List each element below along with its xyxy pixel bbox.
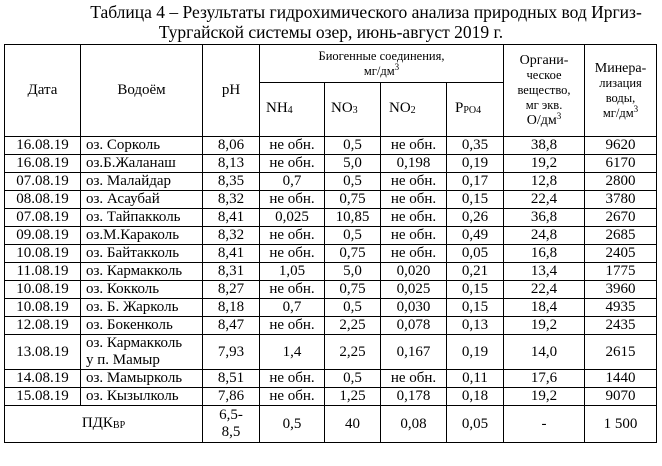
header-p-po4: $P_{PO4}$ (447, 83, 504, 137)
header-organic: Органи- ческое вещество, мг экв. $О/дм^3$ (504, 45, 585, 137)
pdk-nh4: 0,5 (260, 406, 325, 443)
header-no2: $NO_2$ (381, 83, 447, 137)
pdk-organic: - (504, 406, 585, 443)
header-nh4: $NH_4$ (260, 83, 325, 137)
table-row: 16.08.19 оз. Сорколь 8,06 не обн. 0,5 не обн. 0,35 38,8 9620 (5, 137, 657, 155)
table-row: 13.08.19 оз. Кармакколь у п. Мамыр 7,93 1,4 2,25 0,167 0,19 14,0 2615 (5, 335, 657, 370)
pdk-no3: 40 (325, 406, 381, 443)
table-row: 09.08.19 оз.М.Караколь 8,32 не обн. 0,5 не обн. 0,49 24,8 2685 (5, 227, 657, 245)
header-biogenic-label: Биогенные соединения, (318, 48, 445, 63)
caption-line-2: Тургайской системы озер, июнь-август 2019 г. (158, 22, 504, 42)
table-row: 07.08.19 оз. Тайпакколь 8,41 0,025 10,85 не обн. 0,26 36,8 2670 (5, 209, 657, 227)
hydrochemical-results-table (4, 44, 657, 443)
pdk-ph: 6,5- 8,5 (203, 406, 260, 443)
table-row: 11.08.19 оз. Кармакколь 8,31 1,05 5,0 0,020 0,21 13,4 1775 (5, 263, 657, 281)
header-water-body: Водоём (81, 45, 203, 137)
table-caption (0, 2, 662, 42)
pdk-no2: 0,08 (381, 406, 447, 443)
header-mineralization: Минера- лизация воды, $мг/дм^3$ (585, 45, 657, 137)
table-row: 15.08.19 оз. Кызылколь 7,86 не обн. 1,25 0,178 0,18 19,2 9070 (5, 388, 657, 406)
caption-line-1: Таблица 4 – Результаты гидрохимического анализа природных вод Иргиз- (90, 2, 642, 22)
table-row: 14.08.19 оз. Мамырколь 8,51 не обн. 0,5 не обн. 0,11 17,6 1440 (5, 370, 657, 388)
table-row: 10.08.19 оз. Байтакколь 8,41 не обн. 0,75 не обн. 0,05 16,8 2405 (5, 245, 657, 263)
header-ph: pH (203, 45, 260, 137)
table-row: 10.08.19 оз. Кокколь 8,27 не обн. 0,75 0,025 0,15 22,4 3960 (5, 281, 657, 299)
header-biogenic: Биогенные соединения, $мг/дм^3$ (260, 45, 504, 83)
table-row: 10.08.19 оз. Б. Жарколь 8,18 0,7 0,5 0,030 0,15 18,4 4935 (5, 299, 657, 317)
header-no3: $NO_3$ (325, 83, 381, 137)
water-body-name: оз. Кармакколь у п. Мамыр (81, 335, 203, 370)
header-biogenic-unit: мг/дм (363, 63, 395, 78)
pdk-p: 0,05 (447, 406, 504, 443)
pdk-row (5, 406, 657, 443)
table-row: 16.08.19 оз.Б.Жаланаш 8,13 не обн. 5,0 0,198 0,19 19,2 6170 (5, 155, 657, 173)
table-row: 07.08.19 оз. Малайдар 8,35 0,7 0,5 не обн. 0,17 12,8 2800 (5, 173, 657, 191)
table-row: 12.08.19 оз. Бокенколь 8,47 не обн. 2,25 0,078 0,13 19,2 2435 (5, 317, 657, 335)
pdk-label: $ПДК_{ВР}$ (5, 406, 203, 443)
table-row: 08.08.19 оз. Асаубай 8,32 не обн. 0,75 не обн. 0,15 22,4 3780 (5, 191, 657, 209)
pdk-mineral: 1 500 (585, 406, 657, 443)
header-date: Дата (5, 45, 81, 137)
